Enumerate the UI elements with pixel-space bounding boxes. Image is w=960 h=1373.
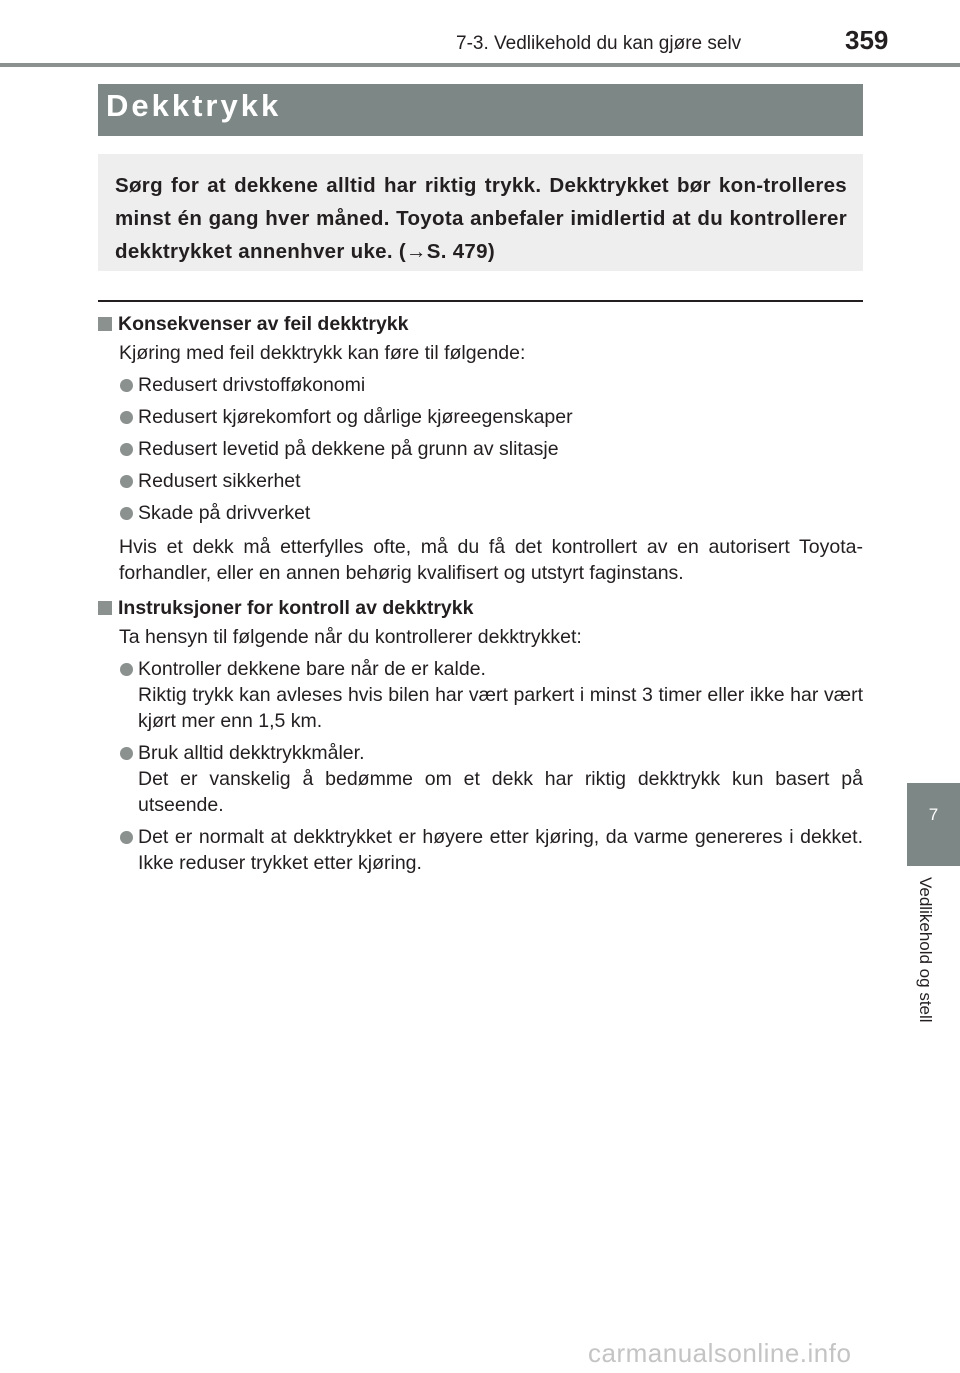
section-heading-text: Konsekvenser av feil dekktrykk: [118, 313, 409, 335]
page-number: 359: [845, 25, 889, 55]
list-item-text: Redusert levetid på dekkene på grunn av slitasje: [138, 438, 559, 460]
list-item: [98, 656, 863, 734]
list-item: [98, 824, 863, 876]
circle-bullet-icon: [120, 507, 133, 520]
title-band: [98, 84, 863, 136]
chapter-label-text: Vedlikehold og stell: [916, 877, 935, 1023]
divider: [98, 300, 863, 302]
section-lead: Ta hensyn til følgende når du kontrollerer dekktrykket:: [119, 626, 582, 648]
list-item: [98, 740, 863, 818]
circle-bullet-icon: [120, 831, 133, 844]
list-item: [98, 404, 863, 430]
circle-bullet-icon: [120, 443, 133, 456]
list-item: [98, 372, 863, 398]
list-item-text: Det er normalt at dekktrykket er høyere etter kjøring, da varme genereres i dekket. Ikke reduser trykket etter kjøring.: [138, 826, 863, 874]
list-item-text: Bruk alltid dekktrykkmåler.: [138, 742, 365, 764]
intro-text: Sørg for at dekkene alltid har riktig trykk. Dekktrykket bør kon-trolleres minst én gang hver måned. Toyota anbefaler imidlertid at du kontrollerer dekktrykket annenhver uke. (→S. 479): [115, 174, 847, 263]
section-note: Hvis et dekk må etterfylles ofte, må du få det kontrollert av en autorisert Toyota-forhandler, eller en annen behørig kvalifisert og utstyrt faginstans.: [119, 536, 863, 584]
section-title: 7-3. Vedlikehold du kan gjøre selv: [456, 33, 742, 54]
list-item: [98, 500, 863, 526]
list-item-text: Redusert kjørekomfort og dårlige kjøreegenskaper: [138, 406, 573, 428]
list-item: [98, 468, 863, 494]
watermark: carmanualsonline.info: [588, 1338, 852, 1368]
list-item-detail: Det er vanskelig å bedømme om et dekk har riktig dekktrykk kun basert på utseende.: [138, 768, 863, 816]
list-item-text: Redusert drivstofføkonomi: [138, 374, 366, 396]
page-title: Dekktrykk: [106, 88, 282, 123]
section-lead: Kjøring med feil dekktrykk kan føre til følgende:: [119, 342, 526, 364]
list-item-text: Kontroller dekkene bare når de er kalde.: [138, 658, 486, 680]
circle-bullet-icon: [120, 411, 133, 424]
circle-bullet-icon: [120, 379, 133, 392]
list-item-text: Skade på drivverket: [138, 502, 311, 524]
circle-bullet-icon: [120, 475, 133, 488]
page-header: [0, 0, 960, 66]
section-heading-text: Instruksjoner for kontroll av dekktrykk: [118, 597, 474, 619]
intro-box: [98, 154, 863, 271]
chapter-label: [915, 877, 939, 1057]
chapter-tab: [907, 783, 960, 866]
circle-bullet-icon: [120, 663, 133, 676]
list-item-detail: Riktig trykk kan avleses hvis bilen har vært parkert i minst 3 timer eller ikke har vært kjørt mer enn 1,5 km.: [138, 684, 863, 732]
square-bullet-icon: [98, 317, 112, 331]
square-bullet-icon: [98, 601, 112, 615]
list-item-text: Redusert sikkerhet: [138, 470, 301, 492]
chapter-number: 7: [928, 805, 939, 824]
header-rule: [0, 63, 960, 67]
list-item: [98, 436, 863, 462]
section-heading: [98, 595, 863, 621]
circle-bullet-icon: [120, 747, 133, 760]
content: [98, 311, 863, 876]
section-heading: [98, 311, 863, 337]
